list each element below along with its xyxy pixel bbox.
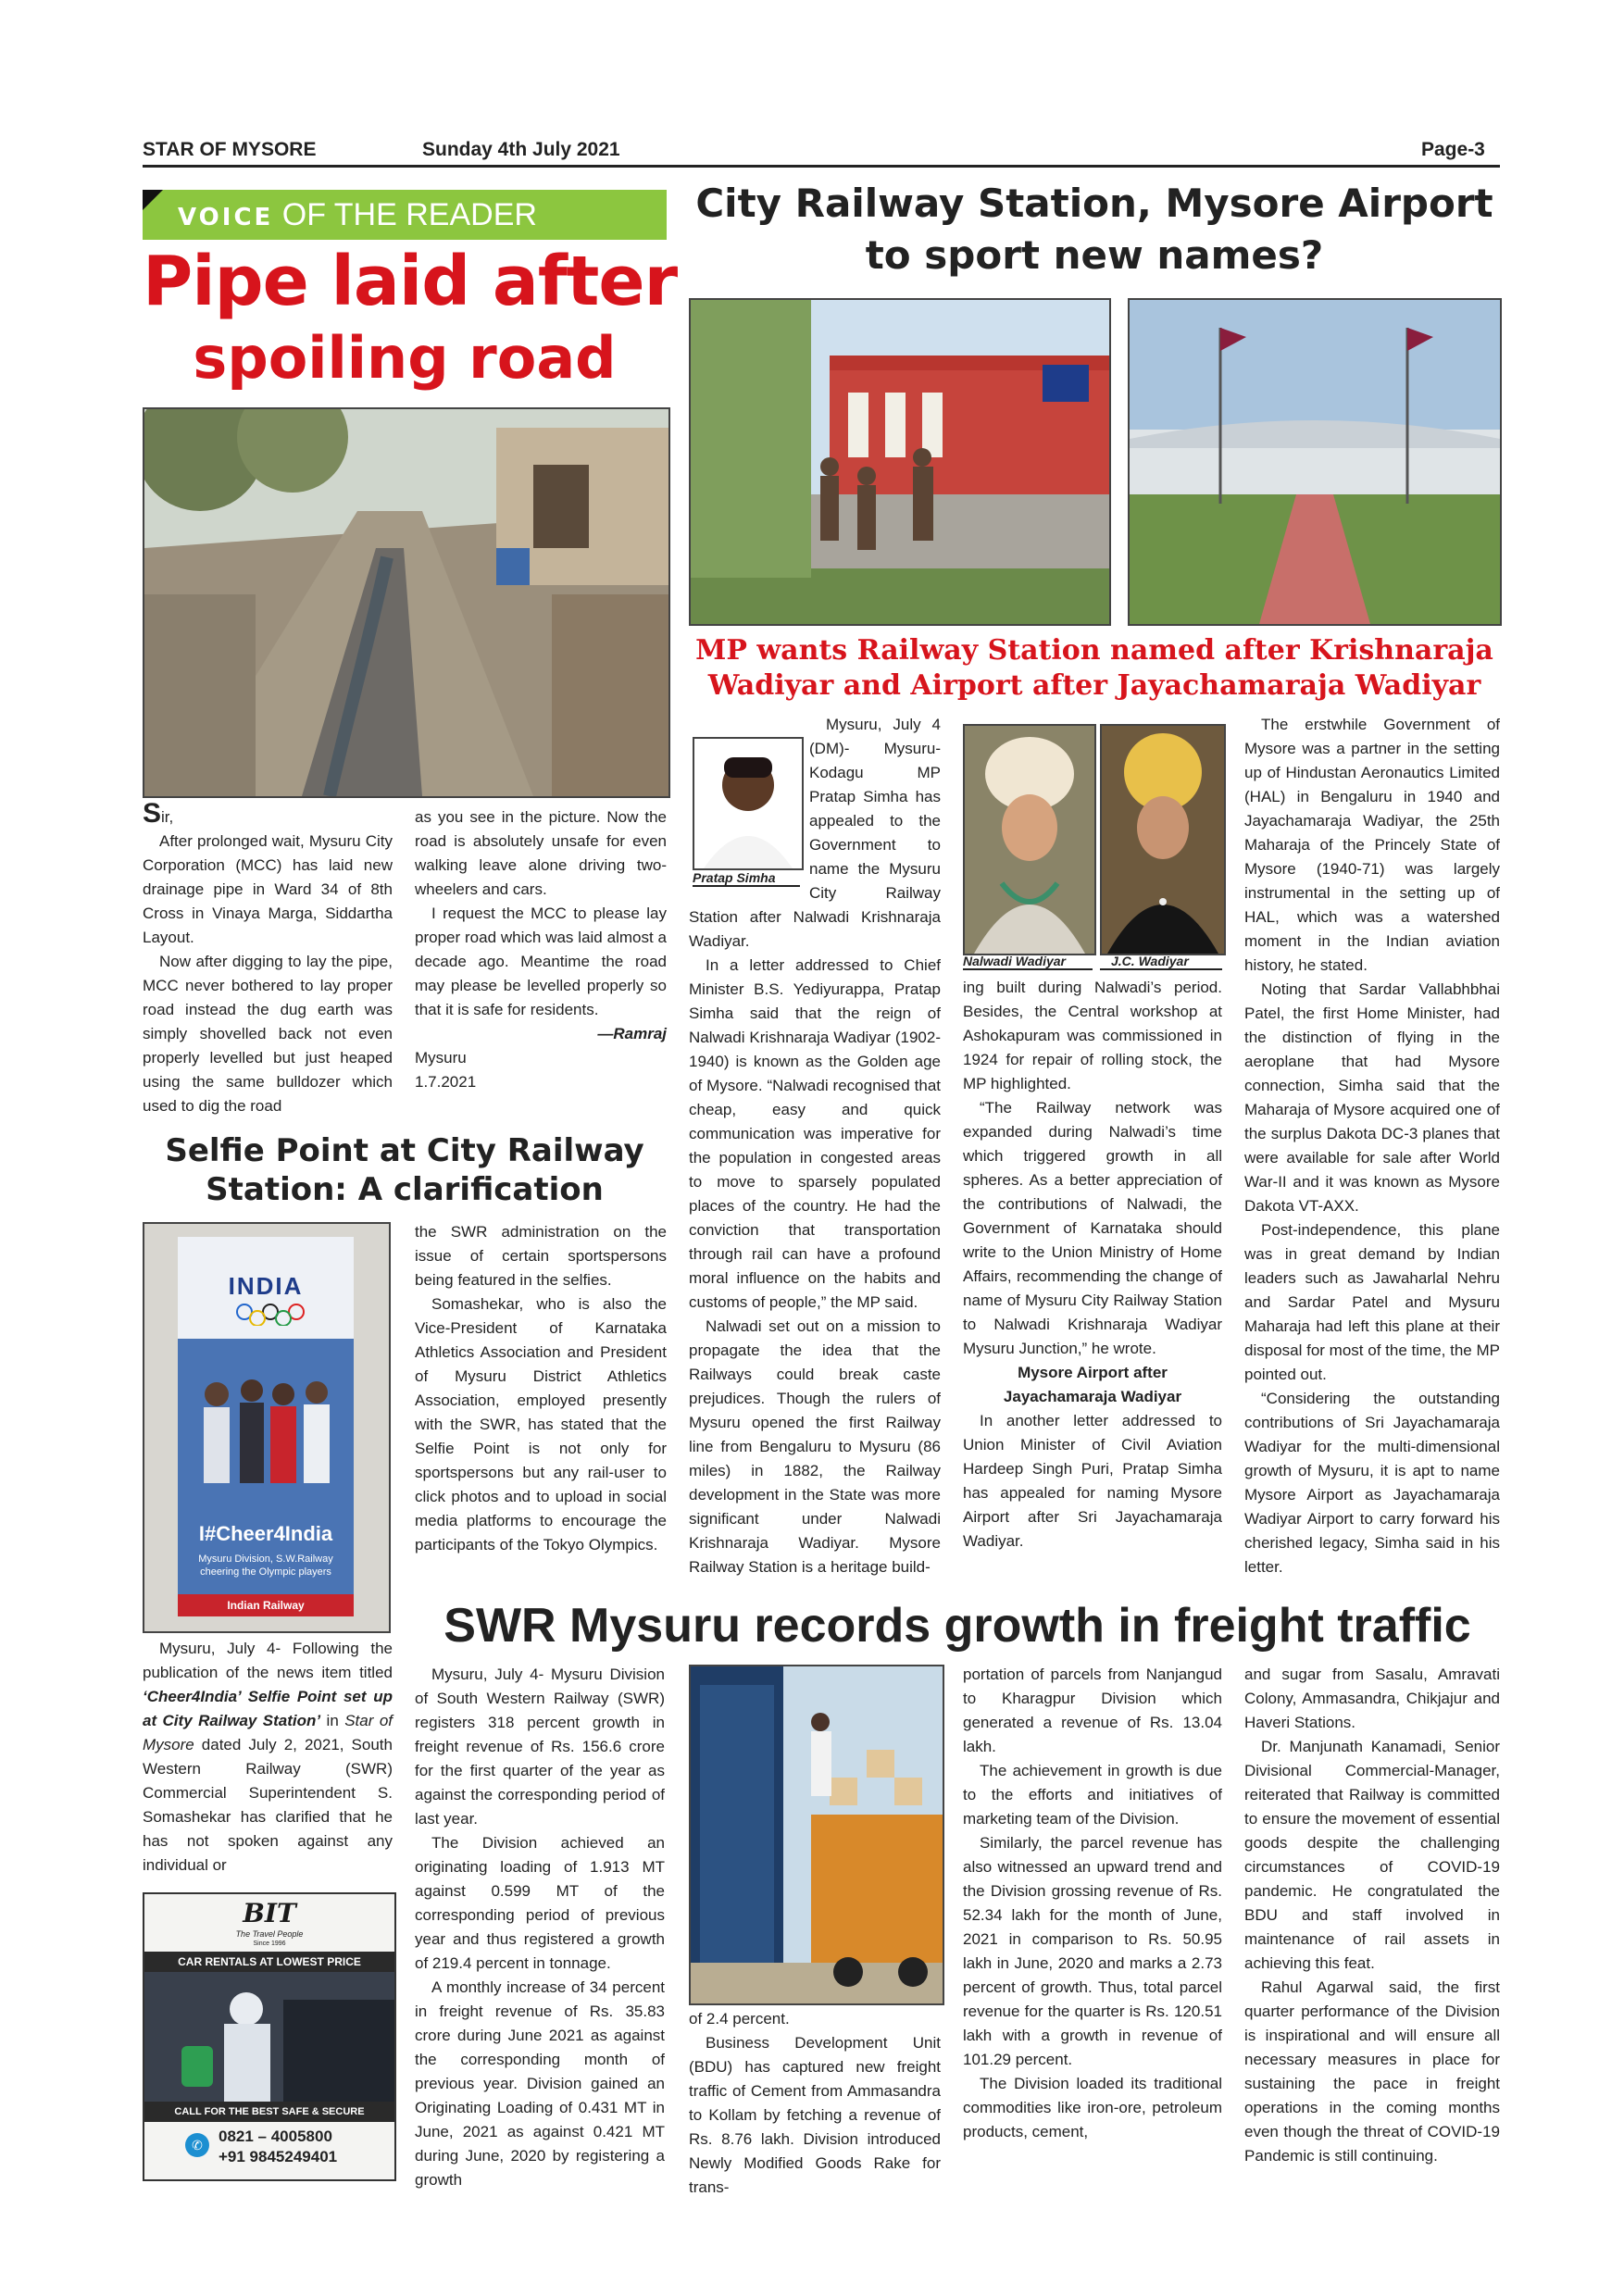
railway-intro: Mysuru, July 4 (DM)- Mysuru-Kodagu MP Pratap Simha has appealed to the Government to name the Mysuru City Railway Station after Nalwadi Krishnaraja Wadiyar. bbox=[689, 716, 941, 950]
freight-paragraph: The Division achieved an originating loading of 1.913 MT against 0.599 MT of the corresponding period of previous year and thus registered a growth of 219.4 percent in tonnage. bbox=[415, 1834, 665, 1972]
pipe-paragraph: I request the MCC to please lay proper road which was laid almost a decade ago. Meantime the road may please be levelled properly so that it is safe for residents. bbox=[415, 905, 667, 1018]
railway-paragraph: In a letter addressed to Chief Minister B.S. Yediyurappa, Pratap Simha said that the reign of Nalwadi Krishnaraja Wadiyar (1902-1940) is known as the Golden age of Mysore. “Nalwadi recognised that cheap, easy and quick communication was imperative for the population in congested areas to move to sparsely populated places of the country. He had the conviction that transportation through rail can have a profound moral influence on the habits and customs of people,” the MP said. bbox=[689, 956, 941, 1311]
selfie-col-left bbox=[143, 1637, 393, 1878]
mysore-airport-photo bbox=[1128, 298, 1502, 626]
news-item-title: ‘Cheer4India’ Selfie Point set up at City Railway Station’ bbox=[143, 1688, 393, 1729]
freight-paragraph: Mysuru, July 4- Mysuru Division of South Western Railway (SWR) registers 318 percent growth in freight revenue of Rs. 156.6 crore for the first quarter of the year as against the corresponding period of last year. bbox=[415, 1666, 665, 1828]
olympic-rings bbox=[233, 1304, 307, 1326]
railway-headline-1: City Railway Station, Mysore Airport bbox=[695, 181, 1493, 226]
issue-date: Sunday 4th July 2021 bbox=[422, 139, 620, 160]
ad-bottom-banner: CALL FOR THE BEST SAFE & SECURE bbox=[144, 2102, 394, 2122]
airport-subhead-2: Jayachamaraja Wadiyar bbox=[1003, 1388, 1182, 1405]
airport-paragraph: Post-independence, this plane was in great demand by Indian leaders such as Jawaharlal Nehru and Sardar Patel and Mysuru Maharaja had left this plane at their disposal for most of the time, the MP pointed out. bbox=[1244, 1221, 1500, 1383]
road-photo bbox=[143, 407, 670, 798]
railway-quote: “The Railway network was expanded during Nalwadi’s time which triggered growth in all spheres. As a better appreciation of the contributions of Nalwadi, the Government of Karnataka should write to the Union Ministry of Home Affairs, recommending the change of name of Mysuru City Railway Station to Nalwadi Krishnaraja Wadiyar Mysuru Junction,” he wrote. bbox=[963, 1099, 1222, 1357]
page-number: Page-3 bbox=[1421, 139, 1485, 160]
airport-paragraph: “Considering the outstanding contributions of Sri Jayachamaraja Wadiyar for the multi-dimensional growth of Mysuru, it is apt to name Mysore Airport as Jayachamaraja Wadiyar Airport to carry forward his cherished legacy, Simha said in his letter. bbox=[1244, 1390, 1500, 1576]
letter-place: Mysuru bbox=[415, 1049, 467, 1067]
freight-paragraph: Business Development Unit (BDU) has captured new freight traffic of Cement from Ammasandra to Kollam by fetching a revenue of Rs. 8.76 lakh. Division introduced Newly Modified Goods Rake for trans- bbox=[689, 2034, 941, 2196]
freight-headline: SWR Mysuru records growth in freight traffic bbox=[443, 1599, 1471, 1653]
selfie-headline-2: Station: A clarification bbox=[206, 1171, 604, 1208]
freight-paragraph: portation of parcels from Nanjangud to Kharagpur Division which generated a revenue of Rs. 13.04 lakh. bbox=[963, 1666, 1222, 1755]
banner-line-1: Mysuru Division, S.W.Railway bbox=[198, 1554, 333, 1565]
freight-paragraph: Rahul Agarwal said, the first quarter performance of the Division is inspirational and will ensure all necessary measures in place for sustaining the pace in freight operations in the coming months even though the threat of COVID-19 Pandemic is still continuing. bbox=[1244, 1978, 1500, 2165]
goods-train-photo bbox=[689, 1665, 944, 2005]
airport-paragraph: The erstwhile Government of Mysore was a partner in the setting up of Hindustan Aeronautics Limited (HAL) in Bengaluru in 1940 and Jayachamaraja Wadiyar, the 25th Maharaja of the Princely State of Mysore (1940-71) was largely instrumental in the setting up of HAL, which was a watershed moment in the Indian aviation history, he stated. bbox=[1244, 716, 1500, 974]
phone-icon: ✆ bbox=[185, 2133, 209, 2157]
freight-paragraph: A monthly increase of 34 percent in freight revenue of Rs. 35.83 crore during June 2021 as against the corresponding month of previous year. Division gained an Originating Loading of 0.431 MT in June, 2021 as against 0.421 MT during June, 2020 by registering a growth bbox=[415, 1978, 665, 2189]
selfie-col-right bbox=[415, 1220, 667, 1557]
pipe-paragraph: Now after digging to lay the pipe, MCC never bothered to lay proper road instead the dug earth was simply shovelled back not even properly levelled but just heaped using the same bulldozer which used to dig the road bbox=[143, 953, 393, 1115]
header-rule bbox=[143, 165, 1500, 168]
railway-station-photo bbox=[689, 298, 1111, 626]
pipe-headline-2: spoiling road bbox=[193, 324, 617, 392]
freight-paragraph: of 2.4 percent. bbox=[689, 2010, 790, 2028]
railway-subhead-1: MP wants Railway Station named after Krishnaraja bbox=[695, 634, 1493, 667]
selfie-connector: in bbox=[320, 1712, 345, 1729]
voice-label: VOICE bbox=[178, 204, 274, 231]
freight-paragraph: and sugar from Sasalu, Amravati Colony, Ammasandra, Chikjajur and Haveri Stations. bbox=[1244, 1666, 1500, 1731]
railway-col-2 bbox=[963, 976, 1222, 1554]
freight-col-4 bbox=[1244, 1663, 1500, 2168]
car-rental-ad bbox=[143, 1892, 396, 2181]
paper-reference: Star of Mysore bbox=[143, 1712, 393, 1753]
banner-footer: Indian Railway bbox=[178, 1594, 354, 1616]
nalwadi-caption: Nalwadi Wadiyar bbox=[963, 954, 1093, 970]
railway-paragraph: Nalwadi set out on a mission to propagate the idea that the Railways could break caste prejudices. Though the rulers of Mysuru opened the first Railway line from Bengaluru to Mysuru (86 miles) in 1882, the Railway development in the State was more significant under Nalwadi Krishnaraja Wadiyar. Mysore Railway Station is a heritage build- bbox=[689, 1317, 941, 1576]
pipe-paragraph: After prolonged wait, Mysuru City Corporation (MCC) has laid new drainage pipe in Ward 34 of 8th Cross in Vinaya Marga, Siddartha Layout. bbox=[143, 832, 393, 946]
letter-date: 1.7.2021 bbox=[415, 1073, 477, 1091]
portrait-spacer bbox=[689, 713, 809, 894]
railway-paragraph: ing built during Nalwadi’s period. Besides, the Central workshop at Ashokapuram was commissioned in 1924 for repair of rolling stock, the MP highlighted. bbox=[963, 979, 1222, 1092]
freight-paragraph: Dr. Manjunath Kanamadi, Senior Divisional Commercial-Manager, reiterated that Railway is committed to ensure the movement of essential goods despite the challenging circumstances of COVID-19 pandemic. He congratulated the BDU and staff involved in maintenance of rail assets in achieving this feat. bbox=[1244, 1738, 1500, 1972]
ad-tagline: The Travel People bbox=[235, 1929, 304, 1939]
jc-caption: J.C. Wadiyar bbox=[1100, 954, 1222, 970]
railway-paragraph: In another letter addressed to Union Minister of Civil Aviation Hardeep Singh Puri, Pratap Simha has appealed for naming Mysore Airport after Sri Jayachamaraja Wadiyar. bbox=[963, 1412, 1222, 1550]
selfie-lead: Mysuru, July 4- Following the publication of the news item titled bbox=[143, 1640, 393, 1681]
india-brand: INDIA bbox=[228, 1272, 304, 1300]
airport-subhead-1: Mysore Airport after bbox=[1018, 1364, 1168, 1381]
railway-headline-2: to sport new names? bbox=[865, 232, 1324, 278]
freight-paragraph: The Division loaded its traditional commodities like iron-ore, petroleum products, cement, bbox=[963, 2075, 1222, 2140]
pipe-headline-1: Pipe laid after bbox=[143, 242, 678, 321]
banner-corner bbox=[143, 190, 163, 210]
ad-phone-2: +91 9845249401 bbox=[219, 2148, 338, 2165]
selfie-paragraph: Somashekar, who is also the Vice-President of Karnataka Athletics Association and President of Mysuru District Athletics Association, employed presently with the SWR, has stated that the Selfie Point is not only for sportspersons but any rail-user to click photos and to upload in social media platforms to encourage the participants of the Tokyo Olympics. bbox=[415, 1295, 667, 1554]
dropcap: S bbox=[143, 798, 162, 829]
reader-label: OF THE READER bbox=[273, 197, 537, 232]
selfie-headline-1: Selfie Point at City Railway bbox=[165, 1132, 644, 1169]
railway-col-1 bbox=[689, 713, 941, 1579]
freight-col-1 bbox=[415, 1663, 665, 2192]
railway-col-3 bbox=[1244, 713, 1500, 1579]
ad-brand: BIT bbox=[243, 1898, 296, 1928]
ad-since: Since 1996 bbox=[253, 1940, 286, 1947]
selfie-people bbox=[191, 1372, 339, 1483]
freight-col-2 bbox=[689, 2007, 941, 2200]
freight-paragraph: Similarly, the parcel revenue has also witnessed an upward trend and the Division grossing revenue of Rs. 52.34 lakh for the month of June, 2021 in comparison to Rs. 50.95 lakh in June, 2020 and marks a 2.73 percent of growth. Thus, total parcel revenue for the quarter is Rs. 120.51 lakh with a growth in revenue of 101.29 percent. bbox=[963, 1834, 1222, 2068]
ad-phone-1: 0821 – 4005800 bbox=[219, 2128, 332, 2145]
banner-line-2: cheering the Olympic players bbox=[200, 1566, 331, 1578]
jc-wadiyar-portrait bbox=[1100, 724, 1226, 955]
selfie-point-photo bbox=[143, 1222, 391, 1633]
mp-caption: Pratap Simha bbox=[693, 870, 800, 887]
letter-signature: —Ramraj bbox=[597, 1025, 667, 1042]
airport-paragraph: Noting that Sardar Vallabhbhai Patel, the first Home Minister, had the distinction of flying in the aeroplane that had Mysore connection, Simha said that the Maharaja of Mysore acquired one of the surplus Dakota DC-3 planes that were available for sale after World War-II and it was known as Mysore Dakota VT-AXX. bbox=[1244, 980, 1500, 1215]
ad-top-banner: CAR RENTALS AT LOWEST PRICE bbox=[144, 1952, 394, 1972]
freight-col-3 bbox=[963, 1663, 1222, 2144]
freight-paragraph: The achievement in growth is due to the efforts and initiatives of marketing team of the Division. bbox=[963, 1762, 1222, 1828]
pipe-paragraph: as you see in the picture. Now the road is absolutely unsafe for even walking leave alone driving two-wheelers and cars. bbox=[415, 808, 667, 898]
paper-name: STAR OF MYSORE bbox=[143, 139, 317, 160]
voice-banner bbox=[143, 190, 667, 240]
selfie-paragraph: the SWR administration on the issue of certain sportspersons being featured in the selfies. bbox=[415, 1223, 667, 1289]
nalwadi-portrait bbox=[963, 724, 1096, 955]
ad-sanitizing-photo bbox=[144, 1972, 394, 2102]
selfie-body: dated July 2, 2021, South Western Railway (SWR) Commercial Superintendent S. Somashekar has clarified that he has not spoken against any individual or bbox=[143, 1736, 393, 1874]
pipe-col-2 bbox=[415, 805, 667, 1094]
cheer-tag: I#Cheer4India bbox=[198, 1522, 333, 1545]
salutation: ir, bbox=[161, 808, 174, 826]
pipe-col-1 bbox=[143, 798, 393, 1118]
railway-subhead-2: Wadiyar and Airport after Jayachamaraja Wadiyar bbox=[707, 669, 1481, 702]
